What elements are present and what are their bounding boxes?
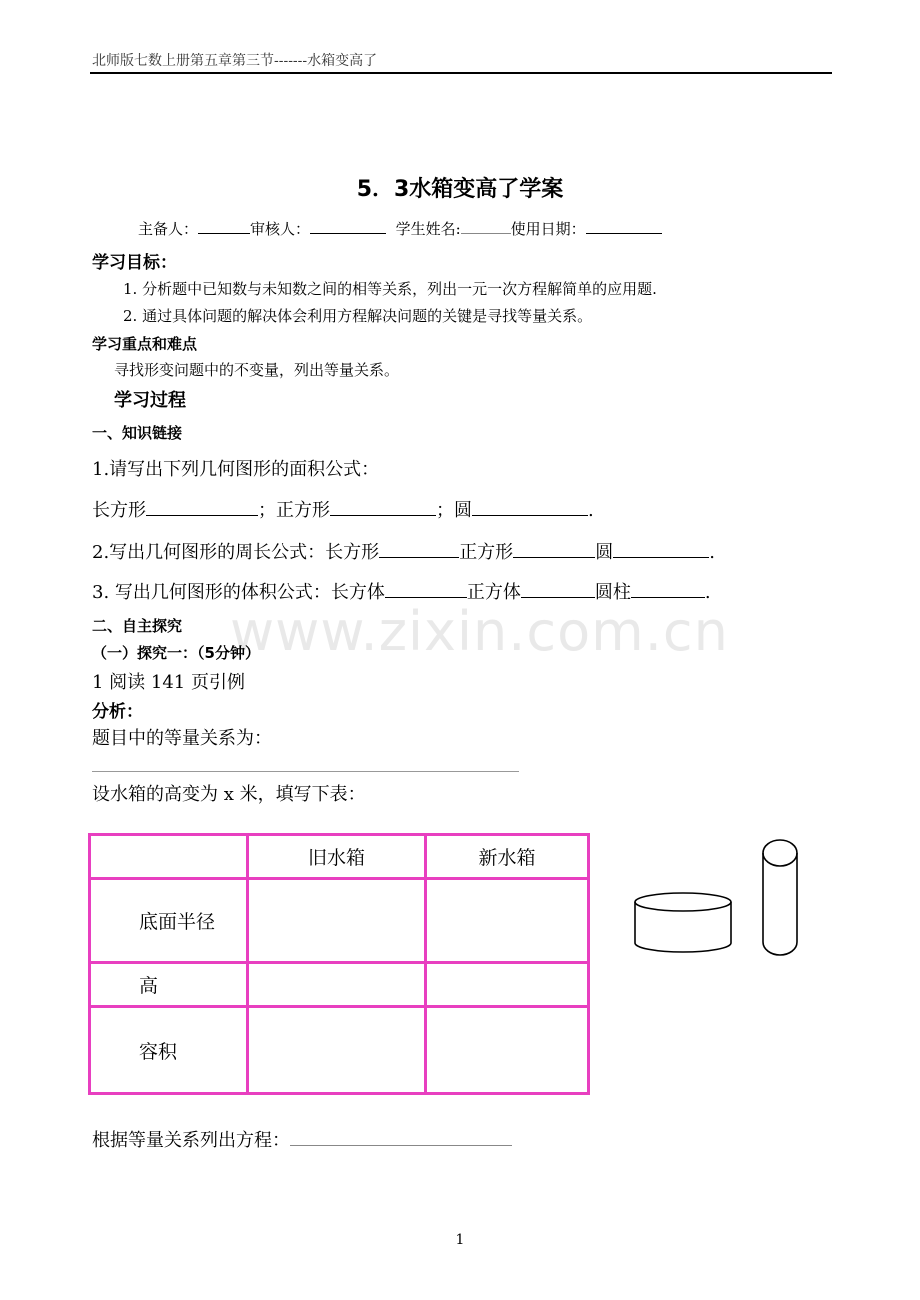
watermark: www.zixin.com.cn [230, 600, 729, 663]
cell-new-volume[interactable] [426, 1007, 589, 1094]
equation-line [92, 1126, 512, 1152]
key-points-text: 寻找形变问题中的不变量，列出等量关系。 [114, 361, 400, 379]
q2-rect-blank[interactable] [379, 541, 459, 558]
q1-rect-label: 长方形 [92, 500, 146, 521]
equation-prompt: 根据等量关系列出方程： [92, 1130, 290, 1151]
table-header-empty [90, 835, 248, 879]
section2-subheading: （一）探究一：（5分钟） [92, 644, 260, 662]
q3-cuboid-label: 3. 写出几何图形的体积公式：长方体 [92, 582, 385, 603]
table-row [90, 879, 589, 963]
fill-in-table [88, 833, 590, 1095]
q3-cylinder-label: 圆柱 [594, 582, 631, 603]
read-instruction: 1 阅读 141 页引例 [92, 672, 245, 693]
header-rule [90, 72, 832, 74]
objective-item-2: 2. 通过具体问题的解决体会利用方程解决问题的关键是寻找等量关系。 [123, 307, 593, 325]
key-points-heading: 学习重点和难点 [92, 335, 198, 353]
q2-square-label: 正方形 [459, 542, 514, 563]
q2-circle-label: 圆 [595, 542, 614, 563]
q2-square-blank[interactable] [513, 541, 595, 558]
reviewer-blank[interactable] [310, 219, 386, 234]
meta-date: 使用日期： [510, 220, 586, 238]
question-2 [92, 538, 715, 564]
q3-cube-blank[interactable] [521, 581, 595, 598]
q2-rect-label: 2.写出几何图形的周长公式：长方形 [92, 542, 380, 563]
q3-cuboid-blank[interactable] [385, 581, 467, 598]
q1-rect-blank[interactable] [146, 499, 258, 516]
analysis-heading: 分析： [92, 702, 143, 722]
section1-heading: 一、知识链接 [92, 424, 183, 442]
preparer-blank[interactable] [198, 219, 250, 234]
objective-item-1: 1. 分析题中已知数与未知数之间的相等关系，列出一元一次方程解简单的应用题. [123, 280, 657, 298]
equation-blank[interactable] [290, 1129, 512, 1146]
table-header-old-tank: 旧水箱 [248, 835, 426, 879]
set-variable-prompt: 设水箱的高变为 x 米，填写下表： [92, 784, 366, 805]
date-blank[interactable] [586, 219, 662, 234]
q1-square-blank[interactable] [330, 499, 436, 516]
cell-new-height[interactable] [426, 963, 589, 1007]
page-header: 北师版七数上册第五章第三节-------水箱变高了 [92, 53, 378, 69]
meta-reviewer: 审核人： [250, 220, 311, 238]
meta-preparer: 主备人： [138, 220, 199, 238]
document-title: 5．3水箱变高了学案 [356, 177, 564, 202]
table-row [90, 963, 589, 1007]
table-header-row [90, 835, 589, 879]
section2-heading: 二、自主探究 [92, 617, 183, 635]
short-wide-cylinder [635, 893, 731, 952]
table-row [90, 1007, 589, 1094]
q1-circle-blank[interactable] [472, 499, 588, 516]
cell-old-volume[interactable] [248, 1007, 426, 1094]
cylinders-diagram [630, 835, 805, 965]
relation-prompt: 题目中的等量关系为： [92, 728, 272, 749]
q3-cylinder-blank[interactable] [631, 581, 705, 598]
tall-narrow-cylinder [763, 840, 797, 955]
q2-end: . [709, 542, 715, 563]
table-row-label-height: 高 [90, 963, 248, 1007]
q1-end: . [588, 500, 594, 521]
question-1: 1.请写出下列几何图形的面积公式： [92, 459, 380, 480]
q1-circle-label: ；圆 [436, 500, 472, 521]
meta-line [138, 218, 662, 239]
cell-old-height[interactable] [248, 963, 426, 1007]
page-number: 1 [455, 1232, 465, 1248]
relation-answer-line[interactable] [92, 771, 519, 772]
q1-square-label: ；正方形 [258, 500, 330, 521]
cell-new-radius[interactable] [426, 879, 589, 963]
q2-circle-blank[interactable] [613, 541, 709, 558]
question-1-blanks [92, 496, 594, 522]
meta-student: 学生姓名: [395, 220, 461, 238]
table-row-label-volume: 容积 [90, 1007, 248, 1094]
cell-old-radius[interactable] [248, 879, 426, 963]
table-row-label-radius: 底面半径 [90, 879, 248, 963]
process-heading: 学习过程 [114, 390, 186, 411]
table-header-new-tank: 新水箱 [426, 835, 589, 879]
student-blank[interactable] [461, 219, 511, 234]
objectives-heading: 学习目标： [92, 253, 177, 273]
q3-end: . [704, 582, 711, 603]
q3-cube-label: 正方体 [466, 582, 521, 603]
